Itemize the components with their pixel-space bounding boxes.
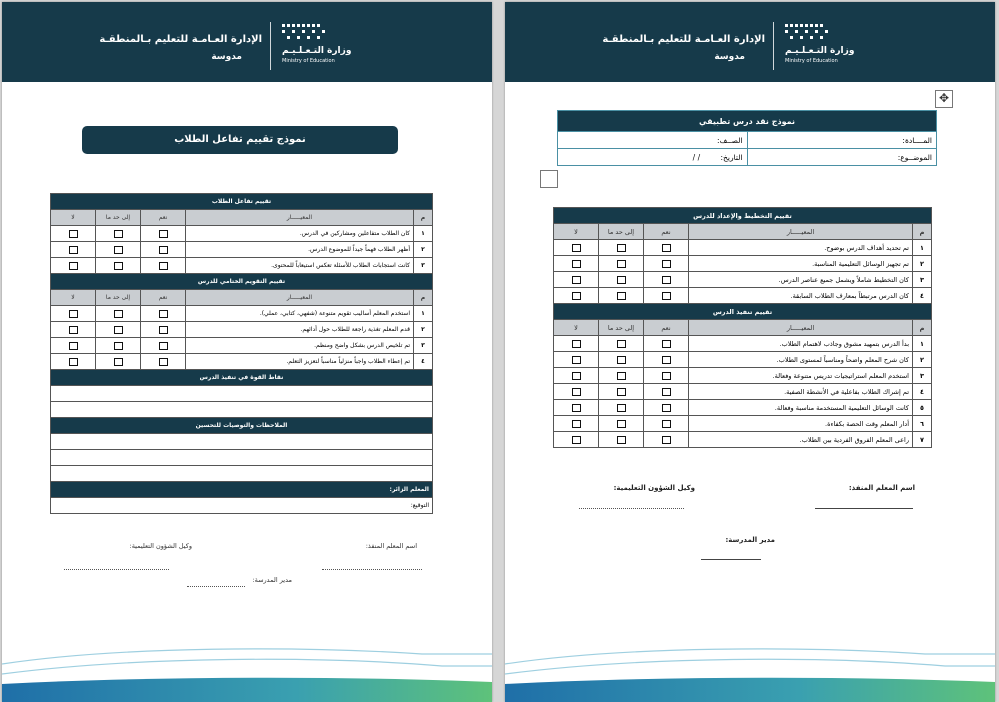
column-header-row — [554, 320, 932, 336]
table-row — [554, 256, 932, 272]
criterion-text: تم إعطاء الطلاب واجباً منزلياً مناسباً لتعزيز التعلم. — [186, 354, 414, 370]
criterion-text: كانت استجابات الطلاب للأسئلة تعكس استيعاباً للمحتوى. — [186, 258, 414, 274]
table-row — [51, 258, 433, 274]
no-checkbox[interactable] — [572, 404, 581, 412]
table-row — [554, 240, 932, 256]
row-number: ٣ — [414, 338, 433, 354]
yes-checkbox[interactable] — [662, 260, 671, 268]
yes-checkbox[interactable] — [662, 420, 671, 428]
table-row — [51, 338, 433, 354]
lesson-form-title: نموذج نقد درس تطبيقي — [558, 111, 937, 132]
yes-checkbox[interactable] — [662, 404, 671, 412]
page-header — [505, 2, 995, 82]
yes-checkbox[interactable] — [159, 246, 168, 254]
no-checkbox[interactable] — [69, 310, 78, 318]
row-number: ٢ — [414, 322, 433, 338]
col-criterion: المعيـــــار — [186, 290, 414, 306]
notes-field[interactable] — [51, 434, 433, 450]
partly-checkbox[interactable] — [617, 292, 626, 300]
criterion-text: أدار المعلم وقت الحصة بكفاءة. — [689, 416, 913, 432]
yes-checkbox[interactable] — [662, 436, 671, 444]
ministry-name-en: Ministry of Education — [785, 58, 838, 64]
row-number: ٢ — [913, 352, 932, 368]
notes-field[interactable] — [51, 466, 433, 482]
no-checkbox[interactable] — [572, 420, 581, 428]
page-left — [2, 2, 492, 702]
ministry-name-ar: وزارة التـعـلـيـم — [785, 46, 855, 56]
criterion-text: كانت الوسائل التعليمية المستخدمة مناسبة وفعالة. — [689, 400, 913, 416]
header-divider — [773, 22, 774, 70]
table-resize-handle[interactable] — [540, 170, 558, 188]
table-row — [554, 288, 932, 304]
partly-checkbox[interactable] — [617, 244, 626, 252]
form-title: نموذج تقييم تفاعل الطلاب — [82, 126, 398, 154]
teacher-sign-line[interactable] — [815, 507, 913, 509]
yes-checkbox[interactable] — [662, 388, 671, 396]
table-row — [51, 226, 433, 242]
no-checkbox[interactable] — [572, 260, 581, 268]
row-number: ١ — [414, 306, 433, 322]
yes-checkbox[interactable] — [159, 230, 168, 238]
row-number: ٣ — [414, 258, 433, 274]
header-divider — [270, 22, 271, 70]
partly-checkbox[interactable] — [114, 262, 123, 270]
lesson-info-table — [557, 110, 937, 166]
no-checkbox[interactable] — [69, 342, 78, 350]
table-row — [554, 352, 932, 368]
yes-checkbox[interactable] — [159, 358, 168, 366]
partly-checkbox[interactable] — [114, 342, 123, 350]
yes-checkbox[interactable] — [159, 310, 168, 318]
col-yes: نعم — [644, 320, 689, 336]
signature-label: التوقيع: — [51, 498, 433, 514]
partly-checkbox[interactable] — [114, 230, 123, 238]
ministry-logo — [785, 22, 855, 66]
no-checkbox[interactable] — [572, 340, 581, 348]
subject-field[interactable]: المــــادة: — [747, 132, 937, 149]
col-yes: نعم — [141, 290, 186, 306]
section-header — [51, 194, 433, 210]
criterion-text: كان التخطيط شاملاً ويشمل جميع عناصر الدرس. — [689, 272, 913, 288]
principal-label: مدير المدرسة: — [252, 576, 292, 584]
row-number: ١ — [913, 240, 932, 256]
col-num: م — [414, 290, 433, 306]
section-title: تقييم التخطيط والإعداد للدرس — [554, 208, 932, 224]
col-partly: إلى حد ما — [599, 224, 644, 240]
no-checkbox[interactable] — [572, 436, 581, 444]
col-criterion: المعيـــــار — [689, 320, 913, 336]
criterion-text: تم تلخيص الدرس بشكل واضح ومنظم. — [186, 338, 414, 354]
notes-line — [51, 434, 433, 450]
column-header-row — [51, 290, 433, 306]
teacher-sign-line[interactable] — [322, 568, 422, 570]
col-partly: إلى حد ما — [599, 320, 644, 336]
no-checkbox[interactable] — [572, 292, 581, 300]
student-evaluation-table — [50, 193, 433, 514]
table-row — [554, 400, 932, 416]
table-row — [51, 322, 433, 338]
principal-sign-line[interactable] — [701, 558, 761, 560]
col-num: م — [913, 320, 932, 336]
col-partly: إلى حد ما — [96, 210, 141, 226]
row-number: ٦ — [913, 416, 932, 432]
no-checkbox[interactable] — [69, 358, 78, 366]
footer-wave-icon — [505, 642, 995, 702]
table-row — [51, 306, 433, 322]
no-checkbox[interactable] — [69, 326, 78, 334]
section-title: تقييم تنفيذ الدرس — [554, 304, 932, 320]
no-checkbox[interactable] — [572, 356, 581, 364]
date-field[interactable] — [558, 149, 748, 166]
col-no: لا — [554, 224, 599, 240]
criterion-text: بدأ الدرس بتمهيد مشوق وجاذب لاهتمام الطلاب. — [689, 336, 913, 352]
topic-field[interactable]: الموضــوع: — [747, 149, 937, 166]
strengths-title: نقاط القوة في تنفيذ الدرس — [51, 370, 433, 386]
deputy-label: وكيل الشؤون التعليمية: — [129, 542, 192, 550]
section-header — [51, 370, 433, 386]
partly-checkbox[interactable] — [114, 326, 123, 334]
table-move-handle-icon[interactable]: ✥ — [935, 90, 953, 108]
yes-checkbox[interactable] — [662, 372, 671, 380]
col-yes: نعم — [644, 224, 689, 240]
principal-sign-line[interactable] — [187, 585, 245, 587]
footer-wave-icon — [2, 642, 492, 702]
partly-checkbox[interactable] — [617, 436, 626, 444]
yes-checkbox[interactable] — [662, 340, 671, 348]
grade-field[interactable]: الصــف: — [558, 132, 748, 149]
partly-checkbox[interactable] — [617, 356, 626, 364]
partly-checkbox[interactable] — [617, 260, 626, 268]
criterion-text: تم تجهيز الوسائل التعليمية المناسبة. — [689, 256, 913, 272]
deputy-sign-line[interactable] — [579, 507, 684, 509]
row-number: ٤ — [913, 288, 932, 304]
criterion-text: قدم المعلم تغذية راجعة للطلاب حول أدائهم. — [186, 322, 414, 338]
admin-title: الإدارة العـامـة للتعليم بـالمنطقـة — [602, 34, 765, 45]
row-number: ٤ — [913, 384, 932, 400]
deputy-label: وكيل الشؤون التعليمية: — [613, 484, 695, 492]
table-row — [554, 272, 932, 288]
notes-line — [51, 466, 433, 482]
date-label: التاريخ: — [720, 152, 743, 162]
notes-title: الملاحظات والتوصيات للتحسين — [51, 418, 433, 434]
col-criterion: المعيـــــار — [186, 210, 414, 226]
section-header — [51, 418, 433, 434]
strengths-field[interactable] — [51, 402, 433, 418]
ministry-name-en: Ministry of Education — [282, 58, 335, 64]
column-header-row — [554, 224, 932, 240]
partly-checkbox[interactable] — [617, 404, 626, 412]
partly-checkbox[interactable] — [617, 276, 626, 284]
criterion-text: أظهر الطلاب فهماً جيداً للموضوع الدرس. — [186, 242, 414, 258]
section-header — [554, 208, 932, 224]
table-row — [554, 368, 932, 384]
partly-checkbox[interactable] — [114, 246, 123, 254]
notes-line — [51, 450, 433, 466]
partly-checkbox[interactable] — [114, 310, 123, 318]
strengths-line — [51, 402, 433, 418]
strengths-field[interactable] — [51, 386, 433, 402]
column-header-row — [51, 210, 433, 226]
criterion-text: استخدم المعلم استراتيجيات تدريس متنوعة وفعالة. — [689, 368, 913, 384]
criterion-text: استخدم المعلم أساليب تقويم متنوعة (شفهي، كتابي، عملي). — [186, 306, 414, 322]
teacher-label: اسم المعلم المنفذ: — [365, 542, 417, 550]
row-number: ٣ — [913, 368, 932, 384]
ministry-name-ar: وزارة التـعـلـيـم — [282, 46, 352, 56]
partly-checkbox[interactable] — [114, 358, 123, 366]
criterion-text: راعى المعلم الفروق الفردية بين الطلاب. — [689, 432, 913, 448]
section-title: تقييم التقويم الختامي للدرس — [51, 274, 433, 290]
ministry-logo — [282, 22, 352, 66]
no-checkbox[interactable] — [69, 262, 78, 270]
date-slashes: / / — [692, 152, 701, 162]
visited-teacher-row — [51, 482, 433, 498]
col-no: لا — [51, 210, 96, 226]
yes-checkbox[interactable] — [159, 342, 168, 350]
admin-title: الإدارة العـامـة للتعليم بـالمنطقـة — [99, 34, 262, 45]
principal-label: مدير المدرسة: — [725, 536, 775, 544]
row-number: ٧ — [913, 432, 932, 448]
yes-checkbox[interactable] — [159, 326, 168, 334]
yes-checkbox[interactable] — [662, 244, 671, 252]
lesson-critique-table — [553, 207, 932, 448]
no-checkbox[interactable] — [69, 246, 78, 254]
no-checkbox[interactable] — [572, 276, 581, 284]
no-checkbox[interactable] — [572, 244, 581, 252]
logo-dots-icon — [785, 22, 845, 42]
col-num: م — [913, 224, 932, 240]
partly-checkbox[interactable] — [617, 388, 626, 396]
table-row — [554, 416, 932, 432]
page-right — [505, 2, 995, 702]
table-row — [51, 242, 433, 258]
section-header — [51, 274, 433, 290]
signature-row — [51, 498, 433, 514]
criterion-text: تم إشراك الطلاب بفاعلية في الأنشطة الصفية. — [689, 384, 913, 400]
row-number: ١ — [414, 226, 433, 242]
yes-checkbox[interactable] — [159, 262, 168, 270]
row-number: ٢ — [913, 256, 932, 272]
partly-checkbox[interactable] — [617, 340, 626, 348]
section-title: تقييم تفاعل الطلاب — [51, 194, 433, 210]
no-checkbox[interactable] — [69, 230, 78, 238]
school-name: مدوسة — [211, 52, 242, 62]
col-criterion: المعيـــــار — [689, 224, 913, 240]
deputy-sign-line[interactable] — [64, 568, 169, 570]
col-yes: نعم — [141, 210, 186, 226]
yes-checkbox[interactable] — [662, 356, 671, 364]
section-header — [554, 304, 932, 320]
visited-teacher-label: المعلم الزائر: — [51, 482, 433, 498]
col-num: م — [414, 210, 433, 226]
criterion-text: كان الطلاب متفاعلين ومشاركين في الدرس. — [186, 226, 414, 242]
row-number: ٣ — [913, 272, 932, 288]
school-name: مدوسة — [714, 52, 745, 62]
row-number: ١ — [913, 336, 932, 352]
yes-checkbox[interactable] — [662, 292, 671, 300]
table-row — [51, 354, 433, 370]
yes-checkbox[interactable] — [662, 276, 671, 284]
no-checkbox[interactable] — [572, 388, 581, 396]
teacher-label: اسم المعلم المنفذ: — [848, 484, 915, 492]
criterion-text: كان شرح المعلم واضحاً ومناسباً لمستوى الطلاب. — [689, 352, 913, 368]
criterion-text: كان الدرس مرتبطاً بمعارف الطلاب السابقة. — [689, 288, 913, 304]
criterion-text: تم تحديد أهداف الدرس بوضوح. — [689, 240, 913, 256]
col-no: لا — [51, 290, 96, 306]
row-number: ٤ — [414, 354, 433, 370]
table-row — [554, 336, 932, 352]
row-number: ٥ — [913, 400, 932, 416]
table-row — [554, 384, 932, 400]
notes-field[interactable] — [51, 450, 433, 466]
strengths-line — [51, 386, 433, 402]
col-partly: إلى حد ما — [96, 290, 141, 306]
row-number: ٢ — [414, 242, 433, 258]
page-header — [2, 2, 492, 82]
table-row — [554, 432, 932, 448]
logo-dots-icon — [282, 22, 342, 42]
partly-checkbox[interactable] — [617, 372, 626, 380]
partly-checkbox[interactable] — [617, 420, 626, 428]
no-checkbox[interactable] — [572, 372, 581, 380]
col-no: لا — [554, 320, 599, 336]
